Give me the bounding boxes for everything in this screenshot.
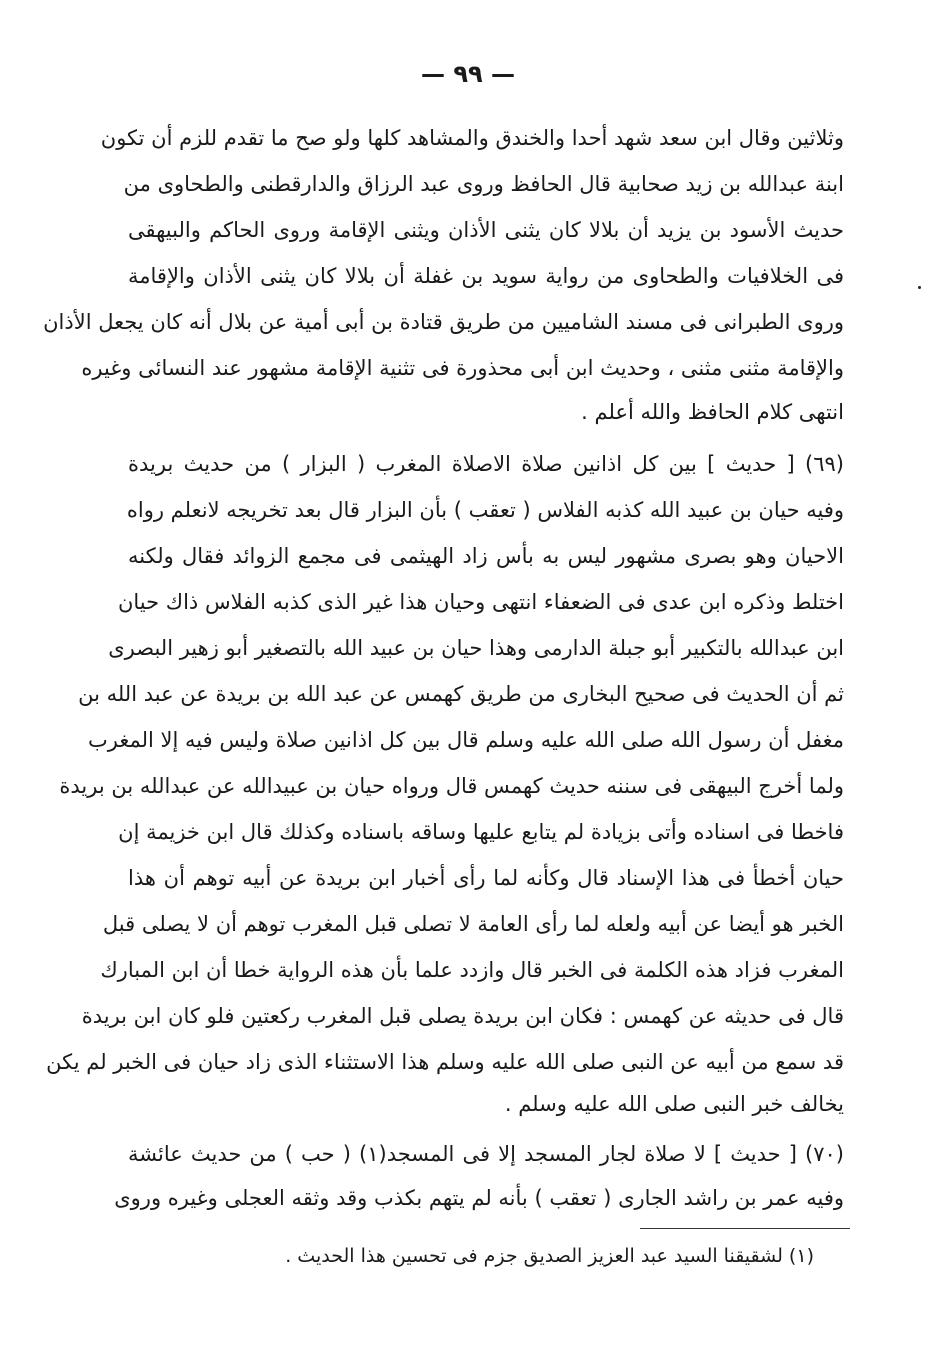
text-line: والإقامة مثنى مثنى ، وحديث ابن أبى محذورة فى تثنية الإقامة مشهور عند النسائى وغيره xyxy=(81,356,844,380)
page-number: — ٩٩ — xyxy=(420,60,515,88)
text-line: ثم أن الحديث فى صحيح البخارى من طريق كهمس عن عبد الله بن بريدة عن عبد الله بن xyxy=(78,682,844,706)
margin-mark xyxy=(918,286,921,289)
text-line: وفيه عمر بن راشد الجارى ( تعقب ) بأنه لم يتهم بكذب وقد وثقه العجلى وغيره وروى xyxy=(114,1186,844,1210)
text-line: اختلط وذكره ابن عدى فى الضعفاء انتهى وحيان هذا غير الذى كذبه الفلاس ذاك حيان xyxy=(117,590,844,614)
text-line: ابنة عبدالله بن زيد صحابية قال الحافظ وروى عبد الرزاق والدارقطنى والطحاوى من xyxy=(123,172,844,196)
text-line: مغفل أن رسول الله صلى الله عليه وسلم قال بين كل اذانين صلاة وليس فيه إلا المغرب xyxy=(88,728,844,752)
text-line: انتهى كلام الحافظ والله أعلم . xyxy=(581,400,844,424)
page-body xyxy=(43,0,844,1220)
footnote: (١) لشقيقنا السيد عبد العزيز الصديق جزم فى تحسين هذا الحديث . xyxy=(285,1245,814,1267)
text-line: المغرب فزاد هذه الكلمة فى الخبر قال وازدد علما بأن هذه الرواية خطا أن ابن المبارك xyxy=(100,958,844,982)
text-line: ابن عبدالله بالتكبير أبو جبلة الدارمى وهذا حيان بن عبيد الله بالتصغير أبو زهير البصرى xyxy=(108,636,844,660)
text-line: (٧٠) [ حديث ] لا صلاة لجار المسجد إلا فى المسجد(١) ( حب ) من حديث عائشة xyxy=(128,1142,844,1166)
text-line: فاخطا فى اسناده وأتى بزيادة لم يتابع عليها وساقه باسناده وكذلك قال ابن خزيمة إن xyxy=(118,820,844,844)
text-line: فى الخلافيات والطحاوى من رواية سويد بن غفلة أن بلالا كان يثنى الأذان والإقامة xyxy=(128,264,844,288)
text-line: يخالف خبر النبى صلى الله عليه وسلم . xyxy=(504,1092,844,1116)
text-line: وفيه حيان بن عبيد الله كذبه الفلاس ( تعقب ) بأن البزار قال بعد تخريجه لانعلم رواه xyxy=(126,498,844,522)
text-line: وثلاثين وقال ابن سعد شهد أحدا والخندق والمشاهد كلها ولو صح ما تقدم للزم أن تكون xyxy=(100,126,844,150)
text-line: (٦٩) [ حديث ] بين كل اذانين صلاة الاصلاة المغرب ( البزار ) من حديث بريدة xyxy=(128,452,844,476)
text-line: حديث الأسود بن يزيد أن بلالا كان يثنى الأذان ويثنى الإقامة وروى الحاكم والبيهقى xyxy=(128,218,844,242)
text-line: قد سمع من أبيه عن النبى صلى الله عليه وسلم هذا الاستثناء الذى زاد حيان فى الخبر لم يكن xyxy=(46,1050,844,1074)
text-line: قال فى حديثه عن كهمس : فكان ابن بريدة يصلى قبل المغرب ركعتين فلو كان ابن بريدة xyxy=(81,1004,844,1028)
text-line: وروى الطبرانى فى مسند الشاميين من طريق قتادة بن أبى أمية عن بلال أنه كان يجعل الأذان xyxy=(43,310,844,334)
text-line: حيان أخطأ فى هذا الإسناد قال وكأنه لما رأى أخبار ابن بريدة عن أبيه توهم أن هذا xyxy=(128,866,844,890)
text-line: الاحيان وهو بصرى مشهور ليس به بأس زاد الهيثمى فى مجمع الزوائد فقال ولكنه xyxy=(128,544,844,568)
text-line: ولما أخرج البيهقى فى سننه حديث كهمس قال ورواه حيان بن عبيدالله عن عبدالله بن بريدة xyxy=(59,774,844,798)
text-line: الخبر هو أيضا عن أبيه ولعله لما رأى العامة لا تصلى قبل المغرب توهم أن لا يصلى قبل xyxy=(102,912,844,936)
footnote-divider xyxy=(640,1228,850,1229)
